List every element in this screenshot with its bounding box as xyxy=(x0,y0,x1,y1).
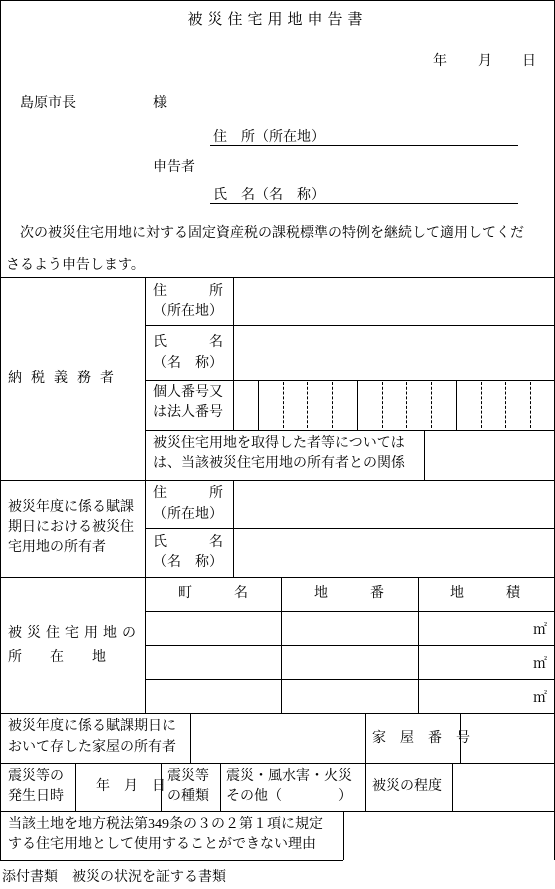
location-col-lot: 地 番 xyxy=(314,586,384,601)
statement-line-1: 次の被災住宅用地に対する固定資産税の課税標準の特例を継続して適用してくだ xyxy=(20,226,524,241)
addressee: 島原市長 xyxy=(20,96,76,111)
taxpayer-address-field[interactable] xyxy=(234,278,554,325)
owner-name-label-2: （名 称） xyxy=(153,555,223,570)
taxpayer-name-label-2: （名 称） xyxy=(153,356,223,371)
taxpayer-number-field[interactable] xyxy=(234,381,554,430)
location-col-town: 町 名 xyxy=(178,586,248,601)
disaster-date-value[interactable]: 年 月 日 xyxy=(96,779,166,794)
disaster-type-label-1: 震災等 xyxy=(167,769,209,784)
date-day-label: 日 xyxy=(522,54,536,69)
owner-section-label-3: 宅用地の所有者 xyxy=(8,540,106,555)
disaster-date-label-2: 発生日時 xyxy=(8,789,64,804)
house-owner-field[interactable] xyxy=(191,714,365,763)
statement-line-2: さるよう申告します。 xyxy=(6,258,145,273)
form-title: 被災住宅用地申告書 xyxy=(187,12,368,28)
rule-679 xyxy=(145,679,555,680)
taxpayer-name-field[interactable] xyxy=(234,326,554,380)
owner-name-field[interactable] xyxy=(234,529,554,577)
v-145-b xyxy=(145,577,146,713)
rule-611 xyxy=(145,611,555,612)
disaster-type-label-2: の種類 xyxy=(167,789,209,804)
house-number-field[interactable] xyxy=(461,714,554,763)
area-unit: ㎡ xyxy=(533,623,547,638)
house-owner-label-1: 被災年度に係る賦課期日に xyxy=(8,719,176,734)
v-418 xyxy=(418,577,419,713)
v-145-a xyxy=(145,277,146,577)
v-281 xyxy=(281,577,282,713)
taxpayer-relation-label-2: は、当該被災住宅用地の所有者との関係 xyxy=(153,456,405,471)
owner-section-label-1: 被災年度に係る賦課 xyxy=(8,500,134,515)
owner-address-label-1: 住 所 xyxy=(153,486,223,501)
v-75 xyxy=(75,763,76,811)
date-year-label: 年 xyxy=(433,54,447,69)
rule-577 xyxy=(0,577,555,578)
disaster-date-label-1: 震災等の xyxy=(8,769,64,784)
v-220 xyxy=(220,763,221,811)
owner-address-label-2: （所在地） xyxy=(153,507,223,522)
declarant-address-line[interactable] xyxy=(210,145,518,146)
frame-top xyxy=(0,0,555,1)
owner-address-field[interactable] xyxy=(234,481,554,528)
date-month-label: 月 xyxy=(478,54,492,69)
disaster-type-value-2[interactable]: その他（ ） xyxy=(226,789,352,804)
taxpayer-name-label-1: 氏 名 xyxy=(153,335,223,350)
owner-name-label-1: 氏 名 xyxy=(153,535,223,550)
rule-860 xyxy=(0,860,343,861)
taxpayer-number-label-1: 個人番号又 xyxy=(153,385,223,400)
declarant-label: 申告者 xyxy=(153,160,195,175)
v-365-a xyxy=(365,713,366,763)
taxpayer-section-label: 納税義務者 xyxy=(8,371,123,386)
declarant-name-label: 氏 名（名 称） xyxy=(213,188,325,203)
owner-section-label-2: 期日における被災住 xyxy=(8,520,134,535)
location-col-area: 地 積 xyxy=(450,586,520,601)
v-365-b xyxy=(365,763,366,811)
taxpayer-address-label-1: 住 所 xyxy=(153,284,223,299)
house-number-label: 家 屋 番 号 xyxy=(372,731,470,746)
disaster-degree-label: 被災の程度 xyxy=(372,779,442,794)
house-owner-label-2: おいて存した家屋の所有者 xyxy=(8,740,176,755)
attachment-note: 添付書類 被災の状況を証する書類 xyxy=(2,870,226,885)
location-section-label-2: 所 在 地 xyxy=(8,650,106,665)
area-unit: ㎡ xyxy=(533,657,547,672)
disaster-degree-field[interactable] xyxy=(453,764,554,811)
declarant-address-label: 住 所（所在地） xyxy=(213,130,325,145)
location-section-label-1: 被災住宅用地の xyxy=(8,626,141,641)
declarant-name-line[interactable] xyxy=(210,203,518,204)
taxpayer-relation-field[interactable] xyxy=(425,431,554,480)
area-unit: ㎡ xyxy=(533,691,547,706)
frame-left xyxy=(0,0,1,860)
disaster-type-value-1[interactable]: 震災・風水害・火災 xyxy=(226,769,352,784)
taxpayer-relation-label-1: 被災住宅用地を取得した者等については xyxy=(153,436,405,451)
reason-label-2: する住宅用地として使用することができない理由 xyxy=(8,837,316,852)
taxpayer-number-label-2: は法人番号 xyxy=(153,405,223,420)
reason-field[interactable] xyxy=(344,812,554,860)
rule-645 xyxy=(145,645,555,646)
reason-label-1: 当該土地を地方税法第349条の３の２第１項に規定 xyxy=(8,817,323,832)
addressee-honorific: 様 xyxy=(153,96,167,111)
taxpayer-address-label-2: （所在地） xyxy=(153,304,223,319)
